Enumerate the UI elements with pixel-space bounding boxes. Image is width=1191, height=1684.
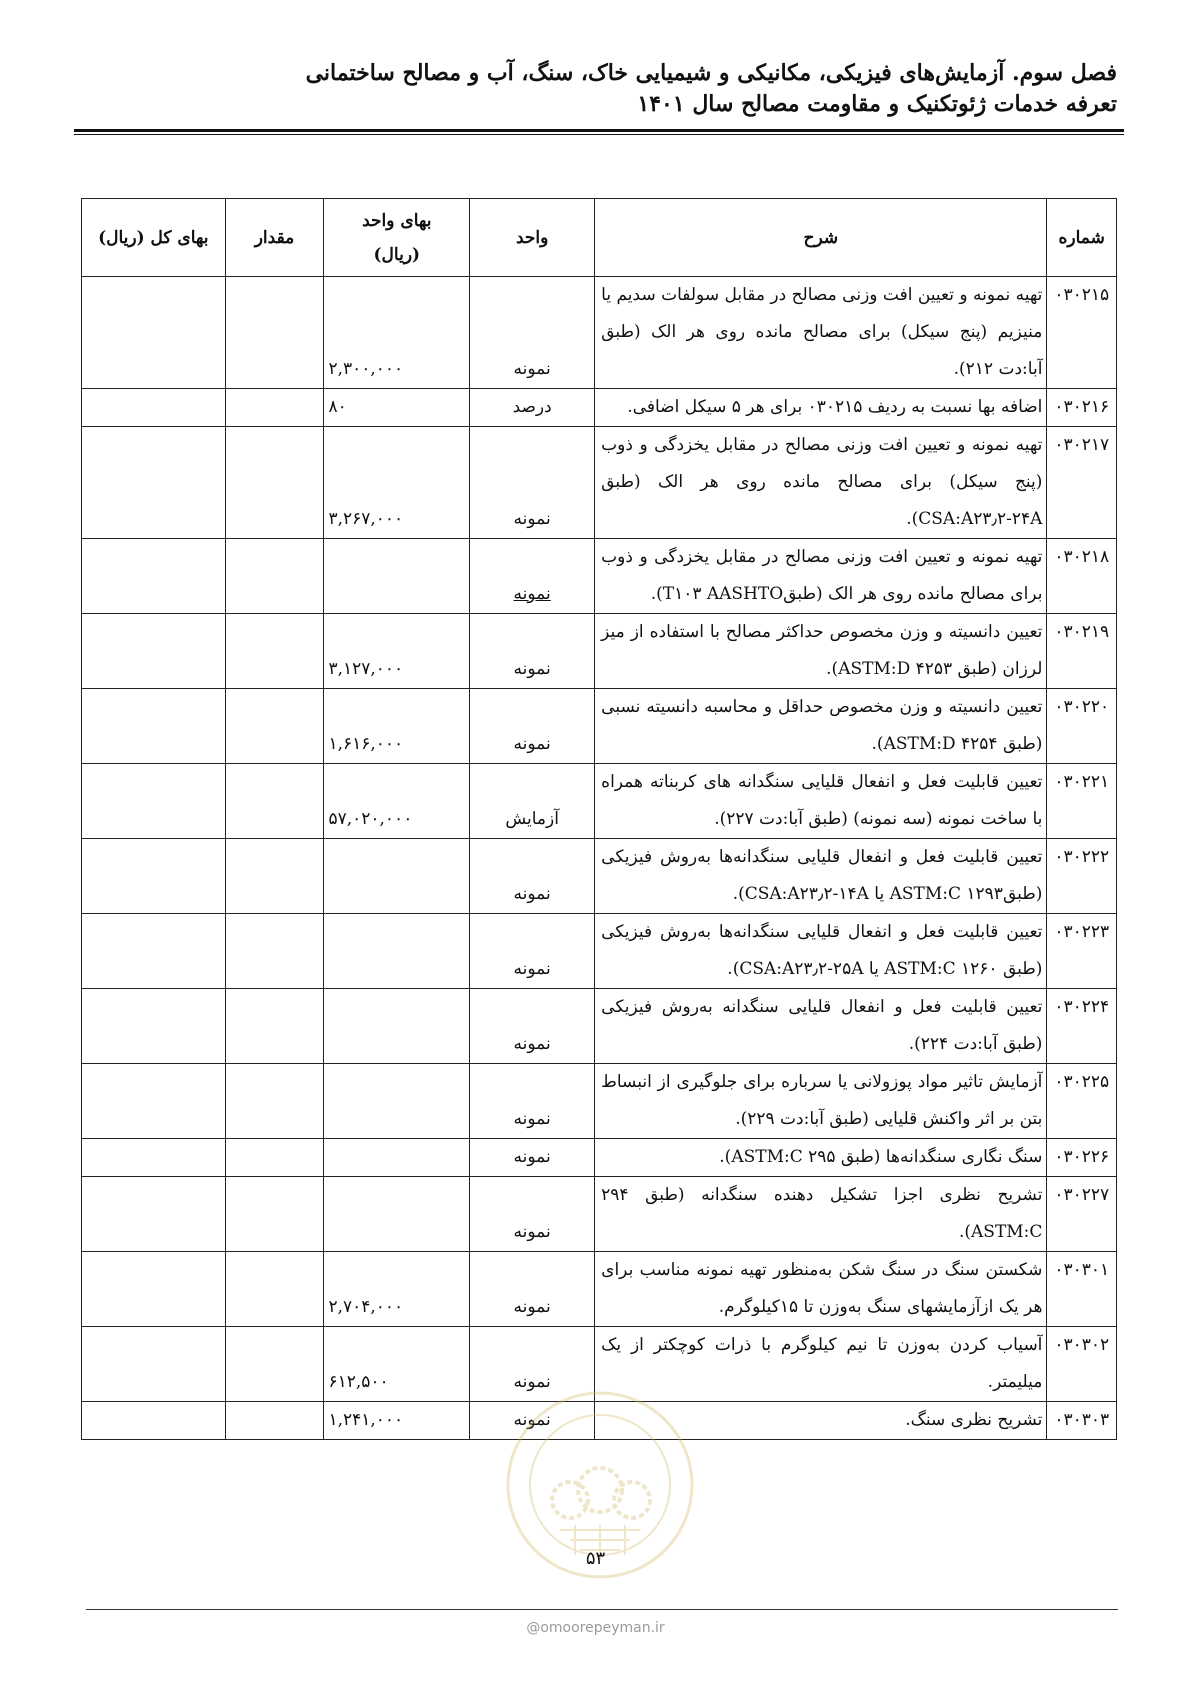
row-unit: نمونه — [470, 1139, 595, 1177]
row-unit: نمونه — [470, 1177, 595, 1252]
row-price: ۲,۷۰۴,۰۰۰ — [324, 1252, 470, 1327]
row-code: ۰۳۰۲۱۹ — [1047, 614, 1117, 689]
row-qty — [225, 689, 324, 764]
table-row — [82, 427, 1117, 539]
row-unit: نمونه — [470, 614, 595, 689]
row-unit: نمونه — [470, 277, 595, 389]
row-qty — [225, 1402, 324, 1440]
row-price: ۱,۶۱۶,۰۰۰ — [324, 689, 470, 764]
row-unit: نمونه — [470, 539, 595, 614]
row-code: ۰۳۰۲۲۲ — [1047, 839, 1117, 914]
row-total — [82, 614, 226, 689]
table-row — [82, 1064, 1117, 1139]
row-code: ۰۳۰۲۲۷ — [1047, 1177, 1117, 1252]
row-price: ۲,۳۰۰,۰۰۰ — [324, 277, 470, 389]
row-code: ۰۳۰۲۲۱ — [1047, 764, 1117, 839]
table-row — [82, 1139, 1117, 1177]
row-unit: نمونه — [470, 689, 595, 764]
table-header-row — [82, 199, 1117, 277]
row-code: ۰۳۰۲۱۷ — [1047, 427, 1117, 539]
row-total — [82, 539, 226, 614]
header-desc: شرح — [595, 199, 1047, 277]
row-qty — [225, 989, 324, 1064]
row-qty — [225, 1327, 324, 1402]
row-qty — [225, 1064, 324, 1139]
row-code: ۰۳۰۲۱۵ — [1047, 277, 1117, 389]
row-code: ۰۳۰۳۰۳ — [1047, 1402, 1117, 1440]
table-row — [82, 689, 1117, 764]
row-unit: نمونه — [470, 427, 595, 539]
row-total — [82, 1064, 226, 1139]
document-title: تعرفه خدمات ژئوتکنیک و مقاومت مصالح سال ۱۴۰۱ — [637, 91, 1117, 117]
row-code: ۰۳۰۲۲۰ — [1047, 689, 1117, 764]
row-total — [82, 839, 226, 914]
row-total — [82, 764, 226, 839]
row-qty — [225, 539, 324, 614]
row-qty — [225, 914, 324, 989]
row-total — [82, 277, 226, 389]
row-total — [82, 689, 226, 764]
row-price: ۶۱۲,۵۰۰ — [324, 1327, 470, 1402]
row-desc: سنگ نگاری سنگدانه‌ها (طبق ۲۹۵ ASTM:C). — [595, 1139, 1047, 1177]
row-desc: تعیین قابلیت فعل و انفعال قلیایی سنگدانه‌ها به‌روش فیزیکی (طبق۱۲۹۳ ASTM:C یا CSA:A۲۳٫۲-۱۴A). — [595, 839, 1047, 914]
table-row — [82, 764, 1117, 839]
row-desc: تعیین قابلیت فعل و انفعال قلیایی سنگدانه های کربناته همراه با ساخت نمونه (سه نمونه) (طبق آبا:دت ۲۲۷). — [595, 764, 1047, 839]
tariff-table — [81, 198, 1117, 1440]
row-total — [82, 1139, 226, 1177]
row-unit: نمونه — [470, 1327, 595, 1402]
row-unit: نمونه — [470, 1064, 595, 1139]
row-total — [82, 1402, 226, 1440]
row-total — [82, 427, 226, 539]
page-header — [67, 58, 1117, 120]
row-unit: آزمایش — [470, 764, 595, 839]
row-price — [324, 539, 470, 614]
row-desc: شکستن سنگ در سنگ شکن به‌منظور تهیه نمونه مناسب برای هر یک ازآزمایشهای سنگ به‌وزن تا ۱۵کیلوگرم. — [595, 1252, 1047, 1327]
row-price — [324, 914, 470, 989]
header-unit-price-currency: (ریال) — [373, 244, 421, 265]
row-code: ۰۳۰۲۲۵ — [1047, 1064, 1117, 1139]
header-total: بهای کل (ریال) — [82, 199, 226, 277]
row-desc: آسیاب کردن به‌وزن تا نیم کیلوگرم با ذرات کوچکتر از یک میلیمتر. — [595, 1327, 1047, 1402]
row-price — [324, 839, 470, 914]
row-code: ۰۳۰۲۲۳ — [1047, 914, 1117, 989]
header-unit-price — [324, 199, 470, 277]
row-qty — [225, 1139, 324, 1177]
row-total — [82, 1177, 226, 1252]
header-rule-thick — [74, 129, 1124, 132]
row-total — [82, 989, 226, 1064]
row-qty — [225, 427, 324, 539]
row-price: ۳,۱۲۷,۰۰۰ — [324, 614, 470, 689]
row-qty — [225, 614, 324, 689]
chapter-title: فصل سوم. آزمایش‌های فیزیکی، مکانیکی و شیمیایی خاک، سنگ، آب و مصالح ساختمانی — [305, 60, 1117, 86]
header-unit: واحد — [470, 199, 595, 277]
row-desc: تشریح نظری اجزا تشکیل دهنده سنگدانه (طبق ۲۹۴ ASTM:C). — [595, 1177, 1047, 1252]
row-qty — [225, 1177, 324, 1252]
header-code: شماره — [1047, 199, 1117, 277]
row-total — [82, 1327, 226, 1402]
row-unit: درصد — [470, 389, 595, 427]
row-total — [82, 1252, 226, 1327]
row-total — [82, 389, 226, 427]
row-price — [324, 1064, 470, 1139]
header-qty: مقدار — [225, 199, 324, 277]
row-desc: تعیین دانسیته و وزن مخصوص حداقل و محاسبه دانسیته نسبی (طبق ۴۲۵۴ ASTM:D). — [595, 689, 1047, 764]
row-code: ۰۳۰۳۰۲ — [1047, 1327, 1117, 1402]
row-desc: تعیین قابلیت فعل و انفعال قلیایی سنگدانه به‌روش فیزیکی (طبق آبا:دت ۲۲۴). — [595, 989, 1047, 1064]
table-row — [82, 539, 1117, 614]
table-row — [82, 1177, 1117, 1252]
table-row — [82, 839, 1117, 914]
row-price — [324, 989, 470, 1064]
table-row — [82, 1252, 1117, 1327]
row-price: ۱,۲۴۱,۰۰۰ — [324, 1402, 470, 1440]
row-price — [324, 1139, 470, 1177]
table-row — [82, 277, 1117, 389]
row-unit: نمونه — [470, 1402, 595, 1440]
table-row — [82, 989, 1117, 1064]
row-qty — [225, 389, 324, 427]
row-desc: آزمایش تاثیر مواد پوزولانی یا سرباره برای جلوگیری از انبساط بتن بر اثر واکنش قلیایی (طبق آبا:دت ۲۲۹). — [595, 1064, 1047, 1139]
row-desc: تهیه نمونه و تعیین افت وزنی مصالح در مقابل یخزدگی و ذوب (پنج سیکل) برای مصالح مانده روی هر الک (طبق CSA:A۲۳٫۲-۲۴A). — [595, 427, 1047, 539]
row-desc: اضافه بها نسبت به ردیف ۰۳۰۲۱۵ برای هر ۵ سیکل اضافی. — [595, 389, 1047, 427]
header-unit-price-label: بهای واحد — [362, 210, 432, 231]
row-price: ۳,۲۶۷,۰۰۰ — [324, 427, 470, 539]
row-code: ۰۳۰۲۱۶ — [1047, 389, 1117, 427]
row-desc: تشریح نظری سنگ. — [595, 1402, 1047, 1440]
row-price: ۸۰ — [324, 389, 470, 427]
page-number: ۵۳ — [585, 1548, 606, 1569]
row-price — [324, 1177, 470, 1252]
row-unit: نمونه — [470, 1252, 595, 1327]
row-unit: نمونه — [470, 914, 595, 989]
row-desc: تعیین قابلیت فعل و انفعال قلیایی سنگدانه‌ها به‌روش فیزیکی (طبق ۱۲۶۰ ASTM:C یا CSA:A۲۳٫۲-۲۵A). — [595, 914, 1047, 989]
header-rule-thin — [74, 134, 1124, 135]
footer-rule — [86, 1609, 1118, 1610]
row-code: ۰۳۰۲۱۸ — [1047, 539, 1117, 614]
row-qty — [225, 764, 324, 839]
table-row — [82, 614, 1117, 689]
row-desc: تهیه نمونه و تعیین افت وزنی مصالح در مقابل سولفات سدیم یا منیزیم (پنج سیکل) برای مصالح مانده روی هر الک (طبق آبا:دت ۲۱۲). — [595, 277, 1047, 389]
row-code: ۰۳۰۲۲۴ — [1047, 989, 1117, 1064]
row-code: ۰۳۰۲۲۶ — [1047, 1139, 1117, 1177]
table-row — [82, 914, 1117, 989]
table-row — [82, 389, 1117, 427]
footer-url: @omoorepeyman.ir — [526, 1620, 665, 1636]
row-total — [82, 914, 226, 989]
row-price: ۵۷,۰۲۰,۰۰۰ — [324, 764, 470, 839]
row-desc: تهیه نمونه و تعیین افت وزنی مصالح در مقابل یخزدگی و ذوب برای مصالح مانده روی هر الک (طبقT۱۰۳ AASHTO). — [595, 539, 1047, 614]
row-qty — [225, 277, 324, 389]
row-qty — [225, 1252, 324, 1327]
row-code: ۰۳۰۳۰۱ — [1047, 1252, 1117, 1327]
row-qty — [225, 839, 324, 914]
row-desc: تعیین دانسیته و وزن مخصوص حداکثر مصالح با استفاده از میز لرزان (طبق ۴۲۵۳ ASTM:D). — [595, 614, 1047, 689]
row-unit: نمونه — [470, 989, 595, 1064]
row-unit: نمونه — [470, 839, 595, 914]
